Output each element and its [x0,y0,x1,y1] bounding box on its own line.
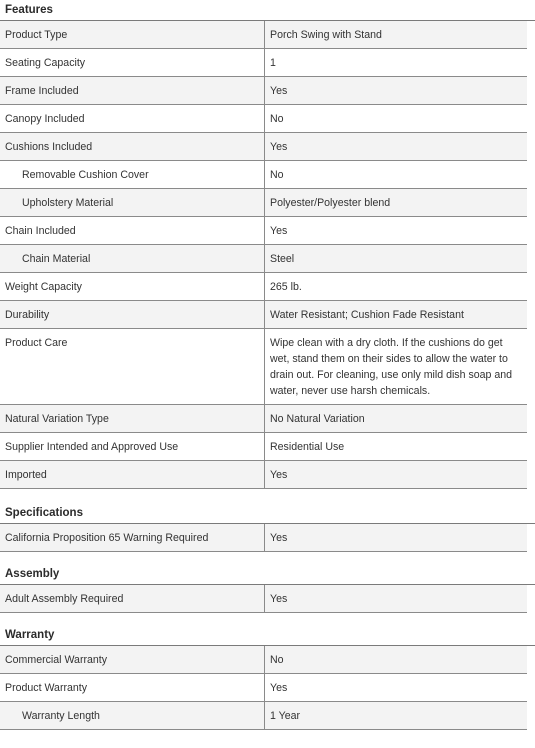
row-label: Commercial Warranty [0,646,265,674]
table-row [0,77,527,105]
row-label: Canopy Included [0,105,265,133]
table-row [0,217,527,245]
row-value: Yes [265,217,528,245]
section-heading-warranty: Warranty [0,625,535,646]
row-label: Frame Included [0,77,265,105]
row-value: Yes [265,461,528,489]
row-label: Natural Variation Type [0,405,265,433]
row-value: 265 lb. [265,273,528,301]
table-row [0,301,527,329]
row-value: Polyester/Polyester blend [265,189,528,217]
section-heading-assembly: Assembly [0,564,535,585]
table-row [0,245,527,273]
features-table [0,21,527,489]
table-row [0,524,527,552]
row-label: Chain Material [0,245,265,273]
table-row [0,189,527,217]
warranty-table [0,646,527,730]
table-row [0,133,527,161]
section-gap [0,613,535,625]
specifications-table [0,524,527,552]
row-label: California Proposition 65 Warning Required [0,524,265,552]
table-row [0,433,527,461]
row-value: Residential Use [265,433,528,461]
assembly-table [0,585,527,613]
row-value: No [265,161,528,189]
row-label: Seating Capacity [0,49,265,77]
section-heading-specifications: Specifications [0,503,535,524]
section-gap [0,489,535,503]
row-value: 1 [265,49,528,77]
table-row [0,161,527,189]
row-value: Water Resistant; Cushion Fade Resistant [265,301,528,329]
row-value: No Natural Variation [265,405,528,433]
row-label: Imported [0,461,265,489]
row-label: Weight Capacity [0,273,265,301]
row-value: Yes [265,77,528,105]
row-value: No [265,105,528,133]
row-value: Yes [265,524,528,552]
row-label: Supplier Intended and Approved Use [0,433,265,461]
table-row [0,329,527,405]
table-row [0,702,527,730]
table-row [0,21,527,49]
section-gap [0,552,535,564]
row-value: Yes [265,133,528,161]
row-label: Adult Assembly Required [0,585,265,613]
row-label: Chain Included [0,217,265,245]
row-label: Warranty Length [0,702,265,730]
row-label: Upholstery Material [0,189,265,217]
table-row [0,585,527,613]
row-label: Product Type [0,21,265,49]
row-label: Cushions Included [0,133,265,161]
row-label: Removable Cushion Cover [0,161,265,189]
table-row [0,273,527,301]
row-value: Wipe clean with a dry cloth. If the cushions do get wet, stand them on their sides to allow the water to drain out. For cleaning, use only mild dish soap and water, never use harsh chemicals. [265,329,528,405]
row-value: Yes [265,585,528,613]
table-row [0,674,527,702]
row-value: 1 Year [265,702,528,730]
row-value: Yes [265,674,528,702]
table-row [0,646,527,674]
row-label: Product Care [0,329,265,405]
table-row [0,105,527,133]
table-row [0,49,527,77]
row-value: Steel [265,245,528,273]
row-label: Durability [0,301,265,329]
row-value: Porch Swing with Stand [265,21,528,49]
row-value: No [265,646,528,674]
row-label: Product Warranty [0,674,265,702]
section-heading-features: Features [0,0,535,21]
table-row [0,461,527,489]
table-row [0,405,527,433]
